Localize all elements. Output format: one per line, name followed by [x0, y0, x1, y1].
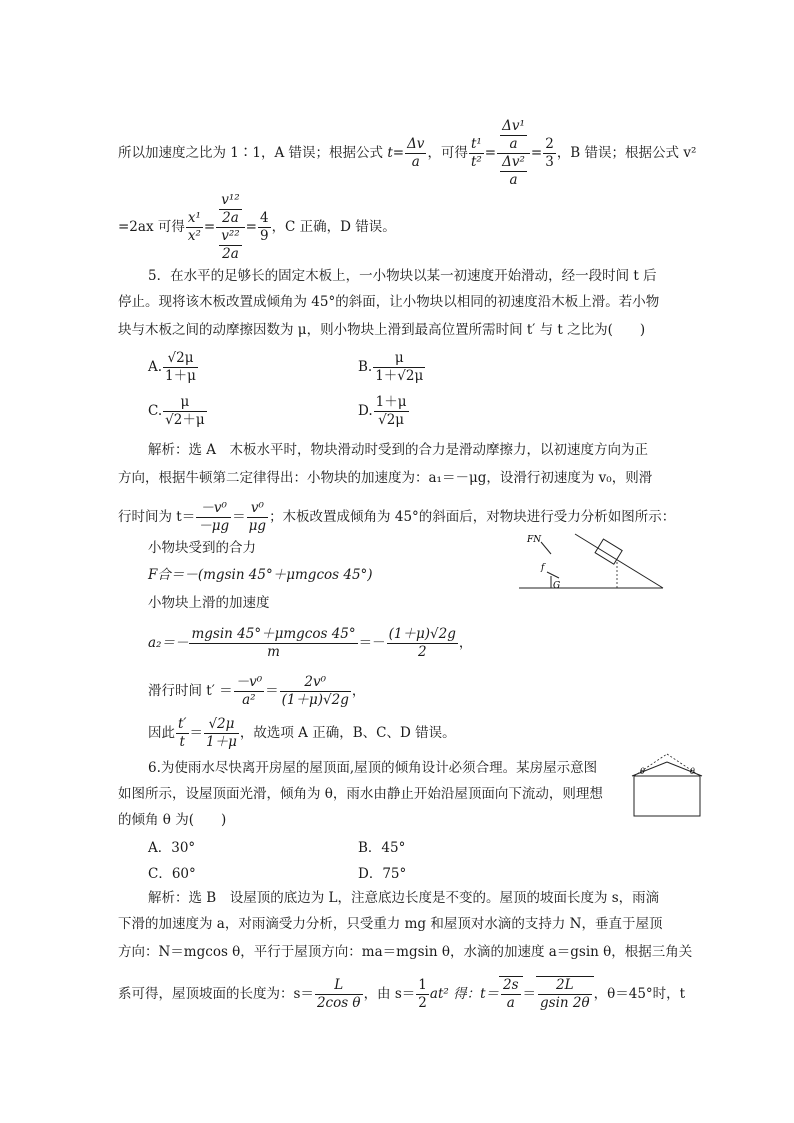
fraction-denominator: x² — [187, 228, 201, 244]
fraction-denominator: 2a — [222, 210, 239, 226]
q5-line-3: 块与木板之间的动摩擦因数为 μ，则小物块上滑到最高位置所需时间 t′ 与 t 之比为( ) — [118, 322, 646, 338]
force-title: 小物块受到的合力 — [148, 540, 256, 556]
fraction-denominator: 2cos θ — [316, 995, 361, 1011]
q5-option-d[interactable] — [358, 394, 410, 429]
text-run: ，C 正确，D 错误。 — [271, 219, 396, 235]
sol6-line-3: 方向：N＝mgcos θ，平行于屋顶方向：ma＝mgsin θ，水滴的加速度 a＝gsin θ，根据三角关 — [118, 944, 693, 960]
fraction-numerator: √2μ — [204, 716, 239, 734]
fraction-numerator: v⁰ — [247, 500, 268, 518]
fraction-numerator: Δv² — [502, 154, 525, 170]
force-diagram — [517, 532, 665, 592]
text-run: ＝－ — [358, 635, 386, 651]
text-run: at² 得：t＝ — [429, 986, 499, 1002]
fraction-numerator: Δv¹ — [502, 118, 525, 134]
fraction-numerator: t¹ — [470, 136, 482, 152]
nested-denominator — [497, 154, 530, 189]
nested-denominator — [216, 228, 244, 263]
sol5-line-3 — [118, 500, 675, 535]
sqrt — [536, 976, 594, 1012]
text-run: = — [530, 145, 543, 161]
fraction-numerator: t′ — [178, 716, 187, 732]
q6-option-a[interactable]: A．30° — [148, 840, 196, 856]
theta-label-right: θ — [690, 767, 695, 776]
q6-line-3: 的倾角 θ 为( ) — [118, 812, 227, 828]
fraction-denominator: 9 — [259, 228, 269, 244]
fraction-denominator: √2＋μ — [165, 412, 205, 428]
fraction-denominator: 2 — [417, 644, 427, 660]
option-label: C. — [148, 403, 163, 419]
fraction-numerator: v¹² — [221, 192, 240, 208]
text-line-1 — [118, 118, 696, 189]
theta-label-left: θ — [640, 767, 645, 776]
text-run: ＝ — [189, 725, 203, 741]
fraction-denominator: 1＋√2μ — [375, 368, 424, 384]
sol6-line-1: 解析：选 B 设屋顶的底边为 L，注意底边长度是不变的。屋顶的坡面长度为 s，雨滴 — [148, 890, 660, 906]
fraction — [186, 210, 203, 245]
fraction-numerator: 2v⁰ — [280, 674, 351, 692]
fraction-denominator: gsin 2θ — [540, 995, 590, 1011]
fraction — [469, 136, 484, 171]
force-equation: F合＝－(mgsin 45°＋μmgcos 45°) — [148, 567, 373, 583]
fraction — [543, 136, 556, 171]
nested-fraction — [216, 192, 244, 263]
fraction-numerator: L — [315, 977, 363, 995]
conclusion — [148, 716, 456, 751]
fraction-numerator: 2s — [503, 977, 519, 993]
fraction-numerator: v²² — [221, 228, 240, 244]
text-run: ，θ＝45°时，t — [593, 986, 686, 1002]
q6-option-d[interactable]: D．75° — [358, 866, 407, 882]
fraction — [258, 210, 271, 245]
nested-fraction — [497, 118, 530, 189]
fraction-numerator: 4 — [259, 210, 269, 226]
text-run: 所以加速度之比为 1∶1，A 错误；根据公式 — [118, 145, 388, 161]
label-f: f — [541, 563, 545, 573]
text-run: ＝ — [265, 683, 279, 699]
fraction-denominator: (1＋μ)√2g — [281, 692, 349, 708]
fraction-denominator: a — [509, 172, 518, 188]
fraction-denominator: μg — [248, 518, 267, 534]
fraction-denominator: a — [509, 136, 518, 152]
option-label: A. — [148, 359, 163, 375]
q6-line-1: 6.为使雨水尽快离开房屋的屋顶面,屋顶的倾角设计必须合理。某房屋示意图 — [148, 760, 598, 776]
fraction-denominator: √2μ — [378, 412, 405, 428]
text-run: 行时间为 t＝ — [118, 509, 196, 525]
nested-numerator — [497, 118, 530, 154]
acc-title: 小物块上滑的加速度 — [148, 595, 270, 611]
text-run: = — [245, 219, 257, 235]
fraction-numerator: －v⁰ — [235, 674, 263, 690]
text-run: = — [203, 219, 216, 235]
text-run: ；木板改置成倾角为 45°的斜面后，对物块进行受力分析如图所示： — [269, 509, 676, 525]
fraction-numerator: 2 — [545, 136, 554, 152]
fraction-numerator: x¹ — [187, 210, 201, 226]
fraction-numerator: μ — [163, 394, 206, 412]
fraction-denominator: a — [411, 154, 420, 170]
q6-option-b[interactable]: B．45° — [358, 840, 406, 856]
fraction-numerator: －v⁰ — [196, 500, 231, 518]
nested-numerator — [216, 192, 244, 228]
fraction-denominator: t² — [470, 154, 482, 170]
q5-line-1: 5．在水平的足够长的固定木板上，一小物块以某一初速度开始滑动，经一段时间 t 后 — [148, 268, 657, 284]
house-diagram — [628, 752, 706, 820]
text-run: = — [484, 145, 497, 161]
q5-line-2: 停止。现将该木板改置成倾角为 45°的斜面，让小物块以相同的初速度沿木板上滑。若小物 — [118, 294, 660, 310]
acc-equation — [148, 626, 472, 661]
fraction-numerator: (1＋μ)√2g — [388, 626, 456, 642]
text-run: a₂＝－ — [148, 635, 189, 651]
option-label: D. — [358, 403, 373, 419]
fraction-denominator: m — [267, 644, 280, 660]
text-run: ，B 错误；根据公式 v² — [556, 145, 697, 161]
fraction-denominator: －μg — [198, 518, 230, 534]
label-fn: FN — [527, 535, 542, 545]
fraction-denominator: 1＋μ — [206, 734, 237, 750]
fraction-denominator: t — [179, 734, 185, 750]
label-g: G — [553, 581, 561, 591]
option-label: B. — [358, 359, 373, 375]
text-run: ， — [351, 683, 366, 699]
fraction-numerator: 1 — [418, 977, 427, 993]
text-run: ＝ — [232, 509, 246, 525]
text-run: 因此 — [148, 725, 175, 741]
fraction-numerator: Δv — [407, 136, 425, 152]
fraction-numerator: mgsin 45°＋μmgcos 45° — [191, 626, 356, 642]
text-run: 滑行时间 t′ ＝ — [148, 683, 233, 699]
time-equation — [148, 674, 365, 709]
fraction-numerator: 1＋μ — [375, 394, 407, 410]
sol5-line-1: 解析：选 A 木板水平时，物块滑动时受到的合力是滑动摩擦力，以初速度方向为正 — [148, 442, 649, 458]
sol5-line-2: 方向，根据牛顿第二定律得出：小物块的加速度为：a₁＝－μg，设滑行初速度为 v₀，则滑 — [118, 470, 653, 486]
q5-option-a[interactable] — [148, 350, 199, 385]
fraction-numerator: 2L — [538, 977, 592, 995]
text-run: ，故选项 A 正确，B、C、D 错误。 — [239, 725, 456, 741]
fraction-numerator: √2μ — [163, 350, 198, 368]
fraction — [405, 136, 426, 171]
fraction-denominator: 3 — [545, 154, 554, 170]
q6-option-c[interactable]: C．60° — [148, 866, 196, 882]
fraction-denominator: 2 — [418, 995, 427, 1011]
q6-line-2: 如图所示，设屋顶面光滑，倾角为 θ，雨水由静止开始沿屋顶面向下流动，则理想 — [118, 786, 603, 802]
q5-option-b[interactable] — [358, 350, 426, 385]
sol6-line-4 — [118, 976, 685, 1012]
fraction-denominator: 2a — [222, 246, 239, 262]
fraction-denominator: 1＋μ — [165, 368, 196, 384]
text-run: ， — [458, 635, 473, 651]
text-run: ＝ — [522, 986, 537, 1002]
text-run: =2ax 可得 — [118, 219, 185, 235]
fraction-denominator: a — [506, 995, 515, 1011]
sol6-line-2: 下滑的加速度为 a，对雨滴受力分析，只受重力 mg 和屋顶对水滴的支持力 N，垂直于屋顶 — [118, 916, 663, 932]
text-run: ，可得 — [427, 145, 468, 161]
text-run: 系可得，屋顶坡面的长度为：s＝ — [118, 986, 314, 1002]
fraction-numerator: μ — [373, 350, 425, 368]
math-t-eq: t= — [387, 145, 405, 161]
fraction-denominator: a² — [242, 692, 256, 708]
text-run: ，由 s＝ — [363, 986, 416, 1002]
q5-option-c[interactable] — [148, 394, 208, 429]
sqrt — [499, 976, 523, 1012]
text-line-2 — [118, 192, 396, 263]
